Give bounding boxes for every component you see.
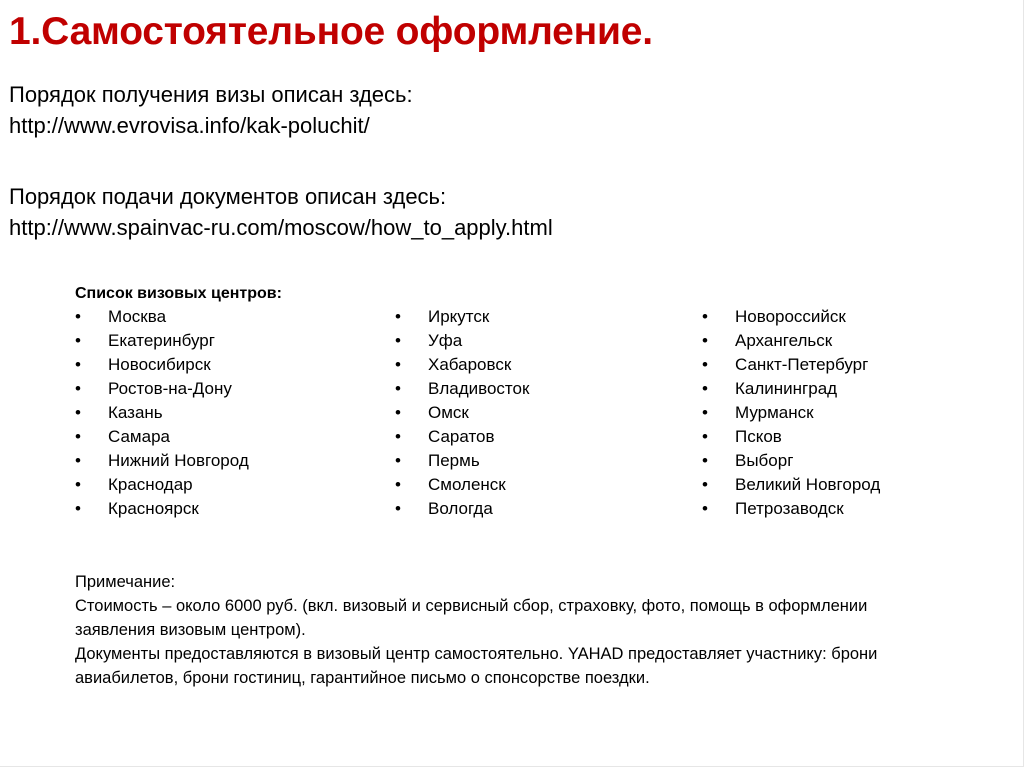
visa-center-city: Хабаровск (428, 355, 512, 374)
bullet-icon: • (702, 475, 708, 494)
visa-order-label: Порядок получения визы описан здесь: (9, 82, 413, 107)
bullet-icon: • (75, 379, 81, 398)
bullet-icon: • (75, 499, 81, 518)
bullet-icon: • (702, 427, 708, 446)
note-line: Стоимость – около 6000 руб. (вкл. визовый и сервисный сбор, страховку, фото, помощь в оформлении (75, 597, 868, 615)
bullet-icon: • (702, 451, 708, 470)
bullet-icon: • (75, 307, 81, 326)
bullet-icon: • (395, 427, 401, 446)
visa-center-city: Мурманск (735, 403, 814, 422)
bullet-icon: • (75, 355, 81, 374)
visa-center-city: Петрозаводск (735, 499, 844, 518)
visa-center-city: Казань (108, 403, 163, 422)
visa-center-city: Новосибирск (108, 355, 211, 374)
bullet-icon: • (395, 475, 401, 494)
visa-center-city: Уфа (428, 331, 463, 350)
visa-center-city: Псков (735, 427, 782, 446)
bullet-icon: • (75, 331, 81, 350)
bullet-icon: • (395, 355, 401, 374)
intro-block (9, 79, 553, 243)
bullet-icon: • (702, 379, 708, 398)
bullet-icon: • (75, 451, 81, 470)
bullet-icon: • (702, 331, 708, 350)
bullet-icon: • (395, 307, 401, 326)
visa-center-city: Калининград (735, 379, 838, 398)
visa-center-city: Архангельск (735, 331, 833, 350)
visa-center-city: Владивосток (428, 379, 530, 398)
bullet-icon: • (395, 331, 401, 350)
visa-center-city: Пермь (428, 451, 480, 470)
visa-center-city: Ростов-на-Дону (108, 379, 232, 398)
bullet-icon: • (702, 403, 708, 422)
visa-center-city: Омск (428, 403, 469, 422)
visa-order-link[interactable]: http://www.evrovisa.info/kak-poluchit/ (9, 113, 370, 138)
visa-centers-heading: Список визовых центров: (75, 285, 282, 302)
visa-center-city: Москва (108, 307, 167, 326)
note-line: Документы предоставляются в визовый центр самостоятельно. YAHAD предоставляет участнику: брони (75, 645, 878, 663)
visa-center-city: Нижний Новгород (108, 451, 249, 470)
docs-order-link[interactable]: http://www.spainvac-ru.com/moscow/how_to_apply.html (9, 215, 553, 240)
note-heading: Примечание: (75, 573, 176, 591)
visa-center-city: Санкт-Петербург (735, 355, 869, 374)
bullet-icon: • (702, 307, 708, 326)
bullet-icon: • (395, 379, 401, 398)
visa-center-city: Вологда (428, 499, 493, 518)
bullet-icon: • (75, 475, 81, 494)
visa-center-city: Красноярск (108, 499, 199, 518)
visa-center-city: Саратов (428, 427, 495, 446)
visa-center-city: Выборг (735, 451, 794, 470)
visa-center-city: Смоленск (428, 475, 506, 494)
visa-center-city: Новороссийск (735, 307, 846, 326)
bullet-icon: • (395, 499, 401, 518)
visa-center-city: Краснодар (108, 475, 193, 494)
bullet-icon: • (75, 427, 81, 446)
docs-order-label: Порядок подачи документов описан здесь: (9, 184, 447, 209)
bullet-icon: • (75, 403, 81, 422)
note-block (75, 570, 995, 690)
bullet-icon: • (702, 355, 708, 374)
visa-center-city: Великий Новгород (735, 475, 881, 494)
note-line: авиабилетов, брони гостиниц, гарантийное письмо о спонсорстве поездки. (75, 669, 650, 687)
bullet-icon: • (395, 451, 401, 470)
visa-center-city: Иркутск (428, 307, 490, 326)
note-line: заявления визовым центром). (75, 621, 306, 639)
visa-center-city: Самара (108, 427, 170, 446)
bullet-icon: • (702, 499, 708, 518)
intro-spacer (9, 141, 553, 181)
visa-center-city: Екатеринбург (108, 331, 215, 350)
page-title: 1.Самостоятельное оформление. (9, 10, 653, 53)
bullet-icon: • (395, 403, 401, 422)
